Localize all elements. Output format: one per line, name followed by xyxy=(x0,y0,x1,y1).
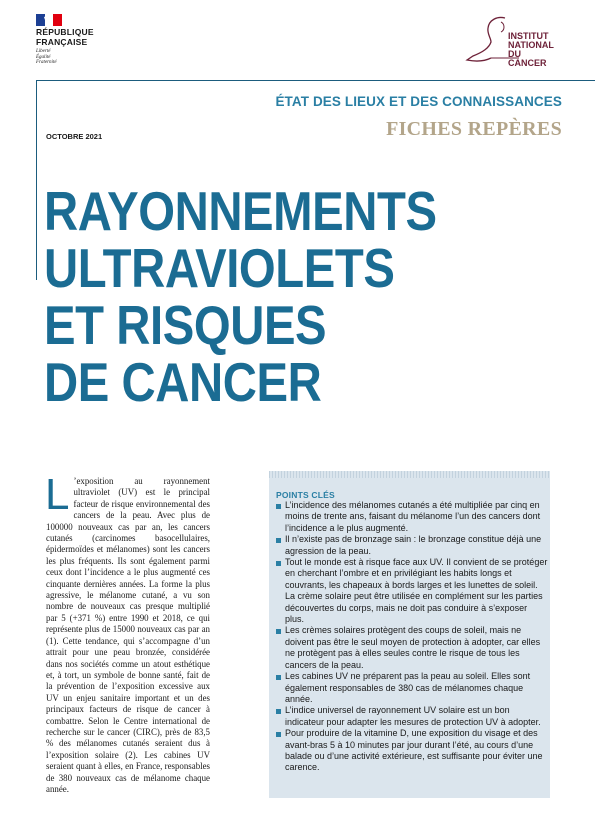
republique-francaise-logo xyxy=(36,14,94,66)
key-point-item: Les crèmes solaires protègent des coups de soleil, mais ne doivent pas être le seul moyen de protection à adopter, car elles ne protègent pas à elles seules contre le risque de tous les cancers de la peau. xyxy=(276,625,548,671)
key-point-item: L’incidence des mélanomes cutanés a été multipliée par cinq en moins de trente ans, faisant du mélanome l’un des cancers dont l’incidence a le plus augmenté. xyxy=(276,500,548,534)
document-kicker: ÉTAT DES LIEUX ET DES CONNAISSANCES xyxy=(275,94,562,109)
title-line: ULTRAVIOLETS xyxy=(44,237,395,299)
publication-date: OCTOBRE 2021 xyxy=(46,132,103,141)
series-title: FICHES REPÈRES xyxy=(386,118,562,140)
republique-motto: Liberté Égalité Fraternité xyxy=(36,49,57,66)
intro-text: ’exposition au rayonnement ultraviolet (UV) est le principal facteur de risque environnemental des cancers de la peau. Avec plus de 100000 nouveaux cas par an, les cancers cutanés (carcinomes basocellulaires, épidermoïdes et mélanomes) sont les cancers les plus fréquents. Ils sont également parmi ceux dont l’incidence a le plus augmenté ces cinquante dernières années. La forme la plus agressive, le mélanome cutané, a vu son nombre de nouveaux cas presque multiplié par 5 (+371 %) entre 1990 et 2018, ce qui représente plus de 15000 nouveaux cas par an (1). Cette tendance, qui s’accompagne d’un attrait pour une peau bronzée, considérée dans nos sociétés comme un atout esthétique et, à tort, un symbole de bonne santé, fait de la prévention de l’exposition excessive aux UV un enjeu sanitaire important et un des principaux facteurs de risque de cancer à combattre. Selon le Centre international de recherche sur le cancer (CIRC), près de 83,5 % des mélanomes cutanés seraient dus à l’exposition solaire (2). Les cabines UV seraient quant à elles, en France, responsables de 380 nouveaux cas de mélanome chaque année. xyxy=(46,476,210,794)
intro-paragraph xyxy=(45,470,210,795)
title-line: DE CANCER xyxy=(44,351,322,413)
header-rule xyxy=(36,80,595,81)
key-point-item: L’indice universel de rayonnement UV solaire est un bon indicateur pour adapter les mesures de protection UV à adopter. xyxy=(276,705,548,728)
key-point-item: Pour produire de la vitamine D, une exposition du visage et des avant-bras 5 à 10 minutes par jour durant l’été, au cours d’une balade ou d’une activité extérieure, est suffisante pour éviter une carence. xyxy=(276,728,548,774)
key-point-item: Tout le monde est à risque face aux UV. Il convient de se protéger en cherchant l’ombre et en privilégiant les habits longs et couvrants, les chapeaux à bords larges et les lunettes de soleil. La crème solaire peut être utilisée en complément sur les parties découvertes du corps, mais ne doit pas conduire à s’exposer plus. xyxy=(276,557,548,625)
frame-left-rule xyxy=(36,80,37,280)
key-points-list xyxy=(276,500,548,774)
title-line: RAYONNEMENTS xyxy=(44,180,437,242)
marianne-flag-icon xyxy=(36,14,62,26)
title-line: ET RISQUES xyxy=(44,294,327,356)
key-points-title: POINTS CLÉS xyxy=(276,490,335,500)
institut-national-du-cancer-logo xyxy=(461,12,561,68)
key-points-header-pattern xyxy=(269,471,550,478)
page-title xyxy=(44,180,500,413)
key-point-item: Les cabines UV ne préparent pas la peau au soleil. Elles sont également responsables de 380 cas de mélanomes chaque année. xyxy=(276,671,548,705)
drop-cap: L xyxy=(45,470,70,519)
republique-francaise-name: RÉPUBLIQUE FRANÇAISE xyxy=(36,27,94,47)
key-point-item: Il n’existe pas de bronzage sain : le bronzage constitue déjà une agression de la peau. xyxy=(276,534,548,557)
inca-name: INSTITUT NATIONAL DU CANCER xyxy=(508,31,554,68)
